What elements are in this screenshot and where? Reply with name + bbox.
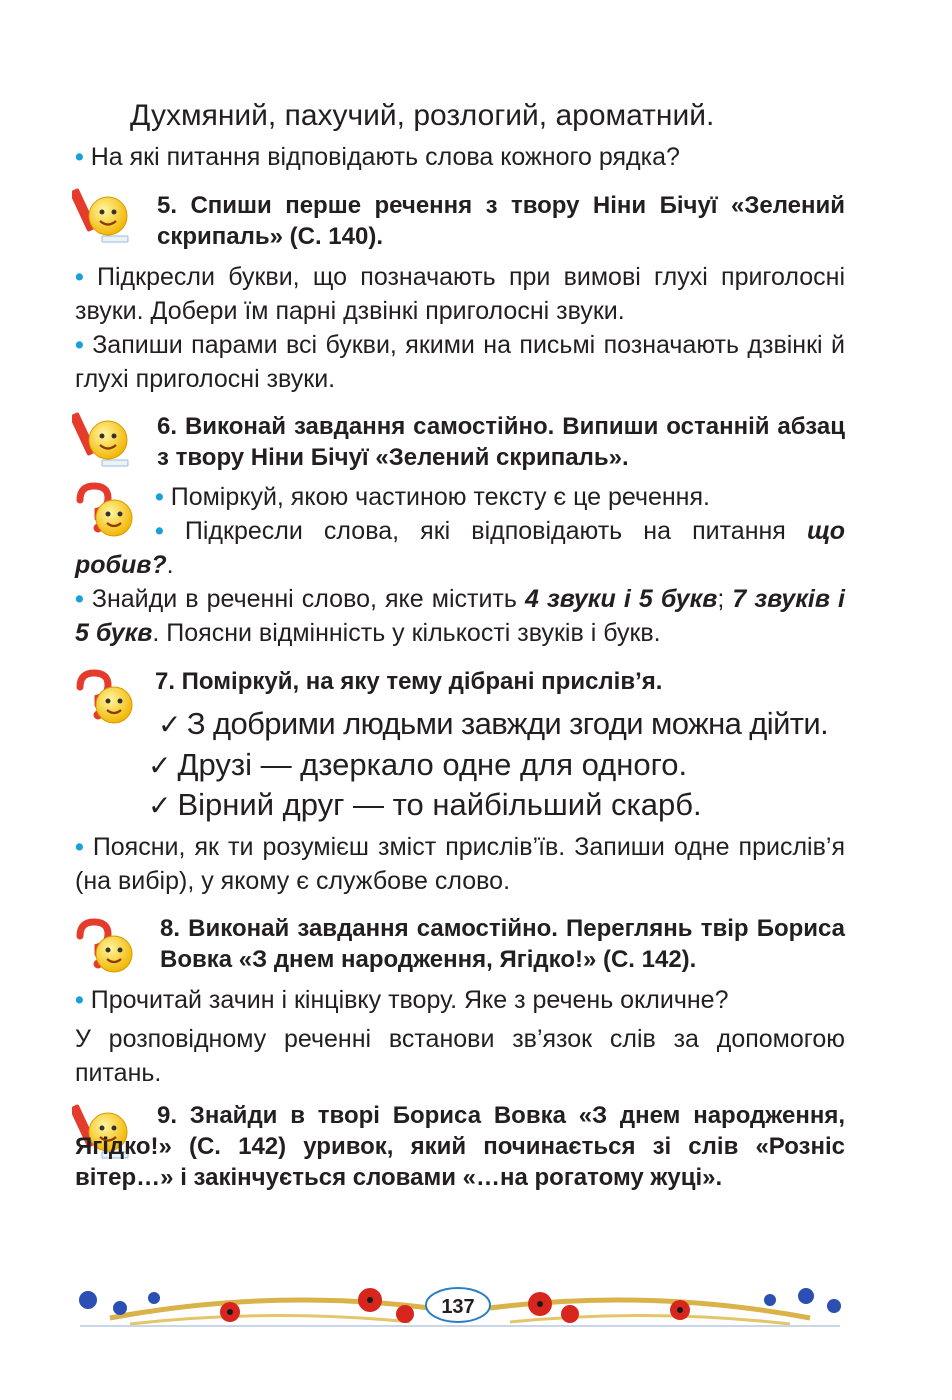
task6-bullet-1: • Поміркуй, якою частиною тексту є це речення.	[155, 483, 710, 511]
task5-bullet-2: • Запиши парами всі букви, якими на письмі позначають дзвінкі й глухі приголосні звуки.	[75, 331, 845, 393]
page-number: 137	[441, 1296, 475, 1318]
task6-bullet-3: • Знайди в реченні слово, яке містить 4 звуки і 5 букв; 7 звуків і 5 букв. Поясни відмінність у кількості звуків і букв.	[75, 585, 845, 647]
task7-heading: 7. Поміркуй, на яку тему дібрані прислів’я.	[155, 668, 663, 695]
checkmark-icon: ✓	[148, 789, 172, 822]
proverb-1: ✓ З добрими людьми завжди згоди можна дійти.	[158, 706, 829, 741]
task8-paragraph: У розповідному реченні встанови зв’язок слів за допомогою питань.	[75, 1025, 845, 1087]
pencil-smiley-icon	[72, 182, 136, 246]
checkmark-icon: ✓	[148, 749, 172, 782]
question-smiley-icon	[72, 665, 136, 729]
proverb-3: ✓ Вірний друг — то найбільший скарб.	[148, 787, 702, 822]
task9-heading: 9. Знайди в творі Бориса Вовка «З днем народження, Ягідко!» (С. 142) уривок, який починається зі слів «Розніс вітер…» і закінчується словами «…на рогатому жуці».	[75, 1102, 845, 1191]
floral-border	[70, 1278, 850, 1336]
question-smiley-icon	[72, 914, 136, 978]
checkmark-icon: ✓	[158, 708, 181, 741]
adjectives-line: Духмяний, пахучий, розлогий, ароматний.	[130, 99, 715, 132]
task8-heading: 8. Виконай завдання самостійно. Переглянь твір Бориса Вовка «З днем народження, Ягідко!» (С. 142).	[160, 915, 845, 973]
task8-bullet-1: • Прочитай зачин і кінцівку твору. Яке з речень окличне?	[75, 986, 729, 1014]
pencil-smiley-icon	[72, 406, 136, 470]
task6-bullet-2: • Підкресли слова, які відповідають на питання що робив?.	[75, 517, 845, 579]
task7-bullet-1: • Поясни, як ти розумієш зміст прислів’їв. Запиши одне прислів’я (на вибір), у якому є службове слово.	[75, 833, 845, 895]
intro-question: • На які питання відповідають слова кожного рядка?	[75, 143, 680, 171]
proverb-2: ✓ Друзі — дзеркало одне для одного.	[148, 747, 688, 782]
task5-heading: 5. Спиши перше речення з твору Ніни Бічуї «Зелений скрипаль» (С. 140).	[157, 192, 845, 250]
task5-bullet-1: • Підкресли букви, що позначають при вимові глухі приголосні звуки. Добери їм парні дзвінкі приголосні звуки.	[75, 263, 845, 325]
task6-heading: 6. Виконай завдання самостійно. Випиши останній абзац з твору Ніни Бічуї «Зелений скрипаль».	[157, 413, 845, 471]
